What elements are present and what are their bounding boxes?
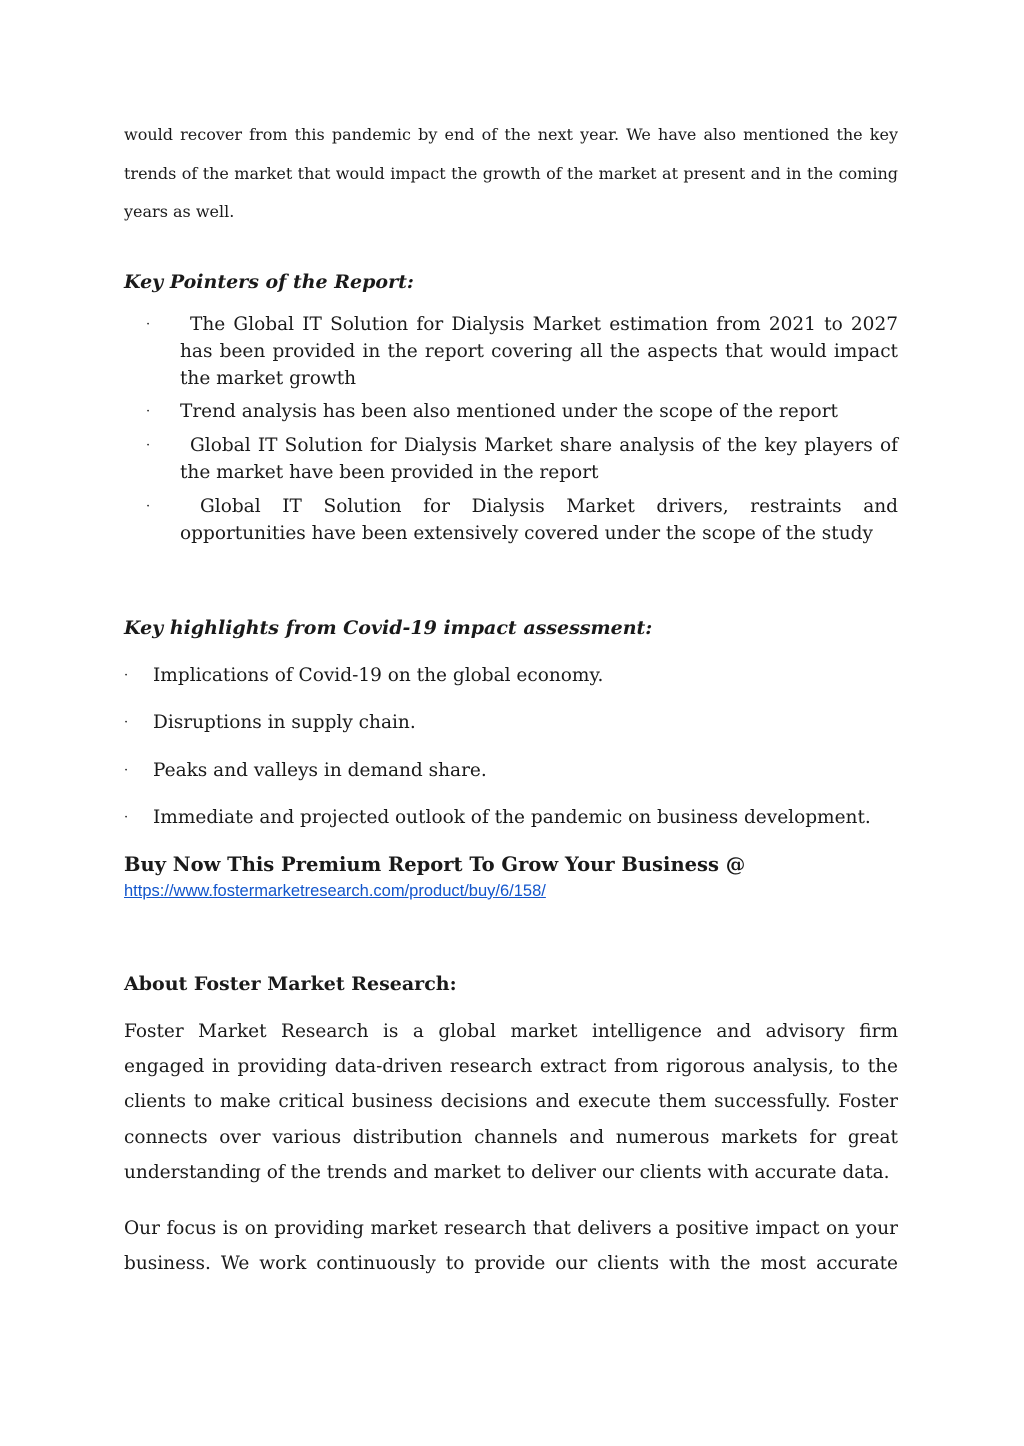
bullet-dot: ·	[146, 438, 151, 453]
about-heading: About Foster Market Research:	[124, 973, 457, 995]
covid-heading: Key highlights from Covid-19 impact assessment:	[124, 617, 653, 639]
key-pointer-text: Global IT Solution for Dialysis Market share analysis of the key players of the market have been provided in the report	[180, 435, 898, 483]
covid-item-text: Peaks and valleys in demand share.	[153, 760, 487, 781]
bullet-dot: ·	[124, 668, 129, 683]
covid-item-text: Disruptions in supply chain.	[153, 712, 416, 733]
focus-paragraph: Our focus is on providing market research that delivers a positive impact on your business. We work continuously to provide our clients with the most accurate	[124, 1218, 898, 1275]
key-pointer-item	[146, 493, 898, 547]
covid-item-text: Immediate and projected outlook of the pandemic on business development.	[153, 807, 871, 828]
bullet-dot: ·	[124, 763, 129, 778]
key-pointer-item	[146, 398, 898, 425]
intro-paragraph: would recover from this pandemic by end of the next year. We have also mentioned the key trends of the market that would impact the growth of the market at present and in the coming years as well.	[124, 125, 898, 221]
covid-item	[124, 757, 898, 784]
key-pointers-heading: Key Pointers of the Report:	[124, 271, 414, 293]
buy-now-heading: Buy Now This Premium Report To Grow Your Business @	[124, 853, 746, 876]
bullet-dot: ·	[124, 810, 129, 825]
key-pointer-text: The Global IT Solution for Dialysis Market estimation from 2021 to 2027 has been provided in the report covering all the aspects that would impact the market growth	[180, 314, 898, 389]
bullet-dot: ·	[146, 499, 151, 514]
bullet-dot: ·	[124, 715, 129, 730]
bullet-dot: ·	[146, 317, 151, 332]
about-paragraph: Foster Market Research is a global market intelligence and advisory firm engaged in providing data-driven research extract from rigorous analysis, to the clients to make critical business decisions and execute them successfully. Foster connects over various distribution channels and numerous markets for great understanding of the trends and market to deliver our clients with accurate data.	[124, 1021, 898, 1183]
key-pointer-text: Trend analysis has been also mentioned under the scope of the report	[180, 401, 838, 422]
covid-item	[124, 662, 898, 689]
covid-item	[124, 804, 898, 831]
bullet-dot: ·	[146, 404, 151, 419]
key-pointer-text: Global IT Solution for Dialysis Market drivers, restraints and opportunities have been extensively covered under the scope of the study	[180, 496, 898, 544]
buy-now-link[interactable]: https://www.fostermarketresearch.com/product/buy/6/158/	[124, 882, 546, 900]
key-pointer-item	[146, 311, 898, 392]
covid-item	[124, 709, 898, 736]
covid-item-text: Implications of Covid-19 on the global economy.	[153, 665, 604, 686]
key-pointer-item	[146, 432, 898, 486]
